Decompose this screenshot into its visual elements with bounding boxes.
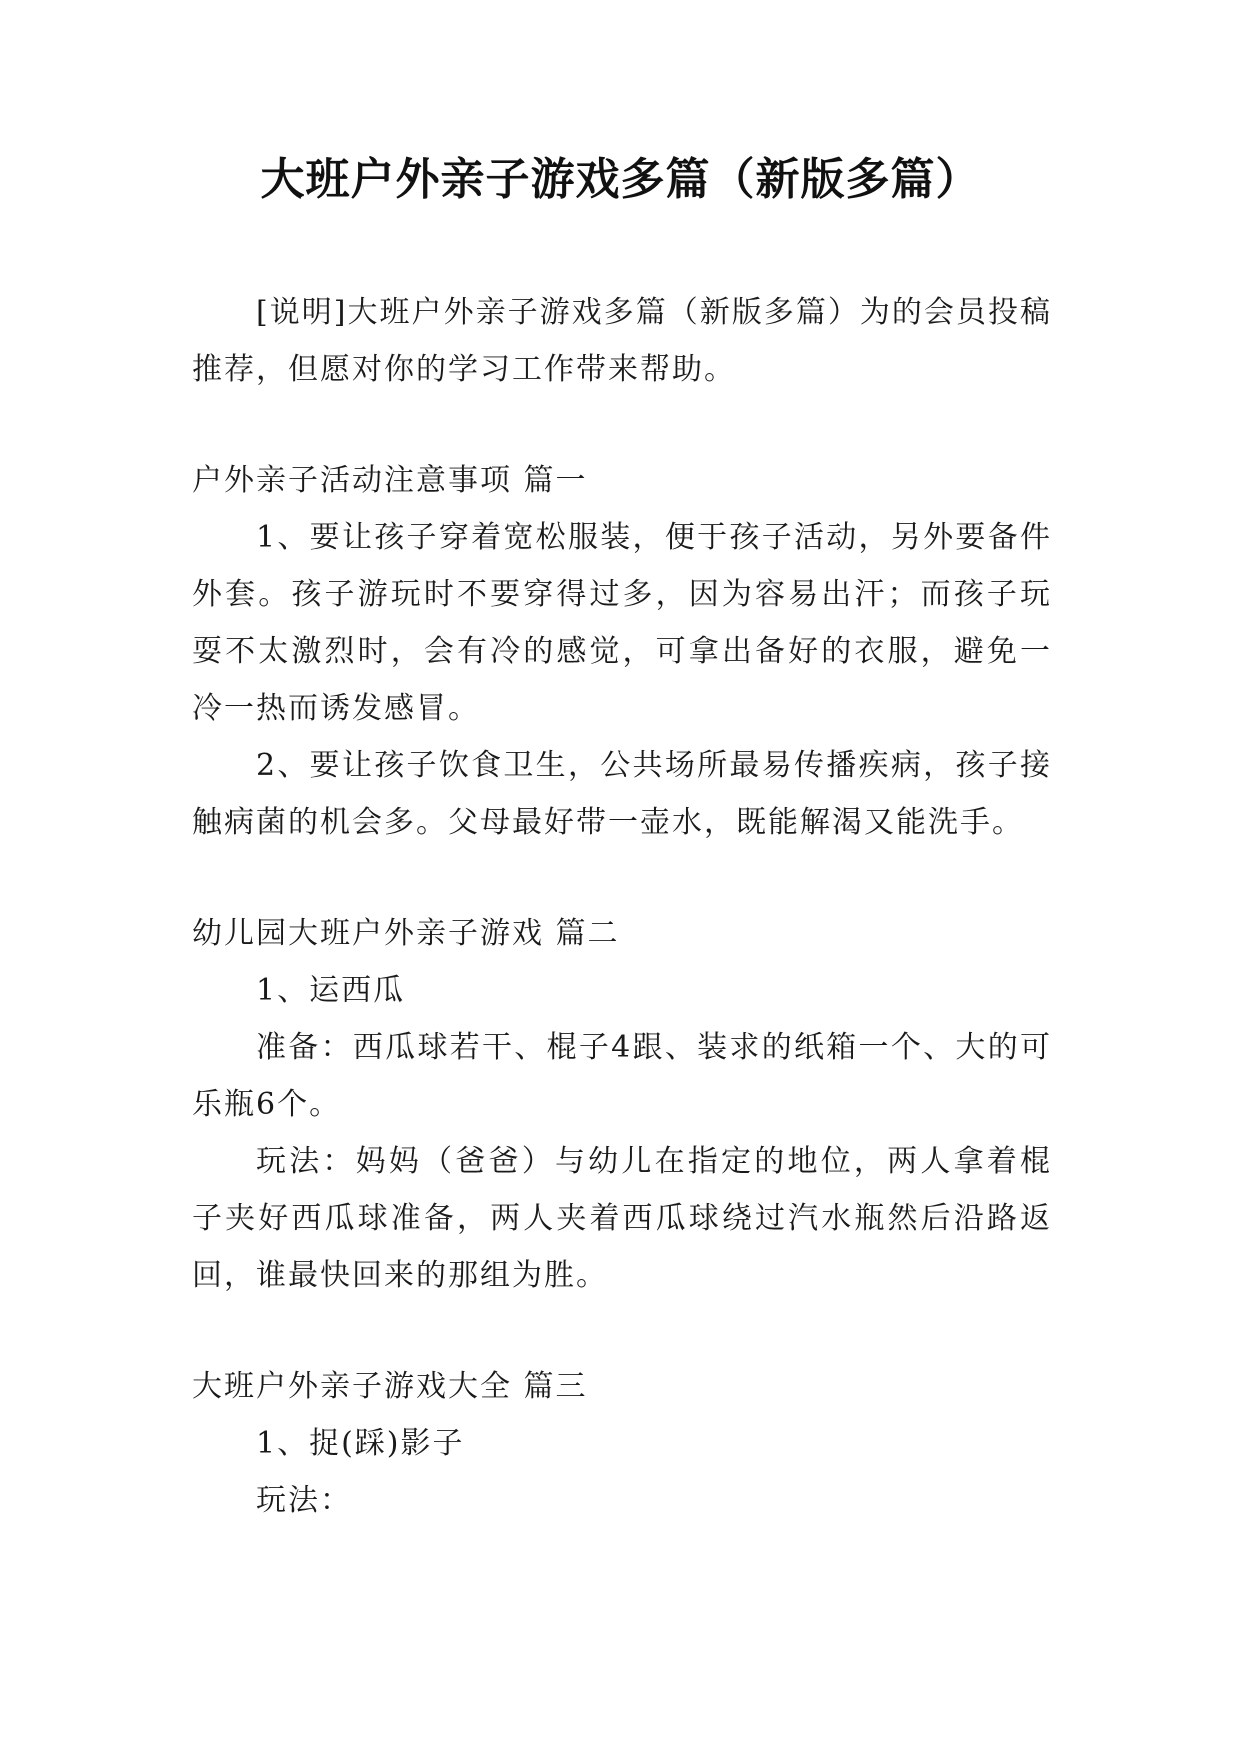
section-gap [192,398,1052,452]
section2-paragraph-3: 玩法：妈妈（爸爸）与幼儿在指定的地位，两人拿着棍子夹好西瓜球准备，两人夹着西瓜球绕过汽水瓶然后沿路返回，谁最快回来的那组为胜。 [192,1144,1052,1293]
section2-heading: 幼儿园大班户外亲子游戏 篇二 [192,916,620,951]
section1-paragraph-1: 1、要让孩子穿着宽松服装，便于孩子活动，另外要备件外套。孩子游玩时不要穿得过多，因为容易出汗；而孩子玩耍不太激烈时，会有冷的感觉，可拿出备好的衣服，避免一冷一热而诱发感冒。 [192,520,1052,726]
document-body [192,284,1052,1529]
section1-paragraph-2: 2、要让孩子饮食卫生，公共场所最易传播疾病，孩子接触病菌的机会多。父母最好带一壶水，既能解渴又能洗手。 [192,748,1052,840]
section3-paragraph-2: 玩法： [256,1483,352,1518]
section2-paragraph-2: 准备：西瓜球若干、棍子4跟、装求的纸箱一个、大的可乐瓶6个。 [192,1030,1052,1122]
document-title: 大班户外亲子游戏多篇（新版多篇） [260,154,981,205]
section2-paragraph-1: 1、运西瓜 [256,973,406,1008]
section1-heading: 户外亲子活动注意事项 篇一 [192,463,588,498]
section-gap [192,1304,1052,1358]
section-gap [192,851,1052,905]
intro-paragraph: [说明]大班户外亲子游戏多篇（新版多篇）为的会员投稿推荐，但愿对你的学习工作带来帮助。 [192,295,1052,387]
section3-paragraph-1: 1、捉(踩)影子 [256,1426,465,1461]
section3-heading: 大班户外亲子游戏大全 篇三 [192,1369,588,1404]
